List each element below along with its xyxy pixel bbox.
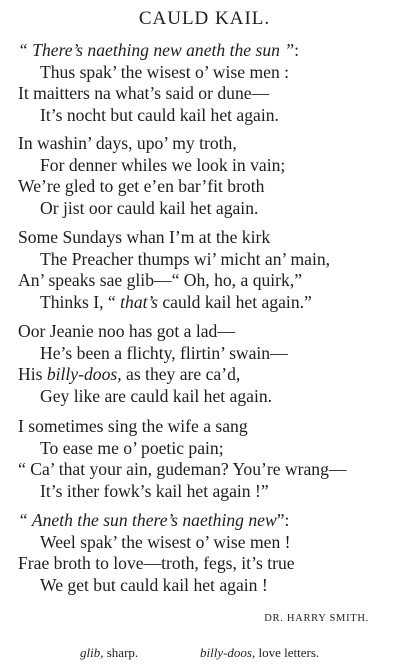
verse-line (0, 227, 409, 249)
verse-text: Some Sundays whan I’m at the kirk (18, 227, 271, 247)
stanza (0, 321, 409, 407)
verse-line (0, 270, 409, 292)
verse-text: Thinks I, “ (40, 291, 121, 312)
verse-text: cauld kail het again.” (157, 291, 312, 312)
verse-text: Thus spak’ the wisest o’ wise men : (40, 61, 290, 82)
verse-text: that’s (120, 291, 158, 312)
verse-line (0, 133, 409, 155)
verse-text: The Preacher thumps wi’ micht an’ main, (40, 248, 331, 269)
verse-text: as they are ca’d, (121, 364, 241, 384)
verse-line (0, 198, 409, 220)
verse-line (0, 343, 409, 365)
verse-line (0, 83, 409, 105)
footnote-glib (80, 645, 138, 661)
stanza (0, 416, 409, 502)
verse-text: ”: (276, 510, 290, 530)
verse-line (0, 416, 409, 438)
footnote-term: glib, (80, 645, 104, 660)
verse-text: “ There’s naething new aneth the sun ” (18, 40, 295, 60)
verse-text: It maitters na what’s said or dune— (18, 83, 270, 103)
verse-line (0, 105, 409, 127)
verse-line (0, 321, 409, 343)
verse-line (0, 364, 409, 386)
verse-text: We’re gled to get e’en bar’fit broth (18, 176, 265, 196)
verse-text: It’s nocht but cauld kail het again. (40, 104, 279, 125)
verse-line (0, 62, 409, 84)
verse-text: It’s ither fowk’s kail het again !” (40, 480, 269, 501)
verse-line (0, 553, 409, 575)
verse-line (0, 176, 409, 198)
verse-line (0, 438, 409, 460)
verse-line (0, 155, 409, 177)
verse-line (0, 292, 409, 314)
verse-text: Weel spak’ the wisest o’ wise men ! (40, 531, 291, 552)
stanza (0, 227, 409, 313)
verse-text: Or jist oor cauld kail het again. (40, 197, 259, 218)
verse-text: Oor Jeanie noo has got a lad— (18, 321, 235, 341)
verse-text: In washin’ days, upo’ my troth, (18, 133, 237, 153)
verse-line (0, 481, 409, 503)
verse-text: “ Ca’ that your ain, gudeman? You’re wrang— (18, 459, 347, 479)
verse-text: billy-doos, (46, 364, 122, 384)
verse-line (0, 249, 409, 271)
verse-text: Gey like are cauld kail het again. (40, 385, 273, 406)
stanza (0, 133, 409, 219)
footnote-term: billy-doos, (200, 645, 256, 660)
verse-line (0, 575, 409, 597)
verse-text: An’ speaks sae glib—“ Oh, ho, a quirk,” (18, 270, 303, 290)
footnote-gloss: love letters. (255, 645, 320, 660)
stanza (0, 510, 409, 596)
verse-text: Frae broth to love—troth, fegs, it’s true (18, 553, 295, 573)
verse-line (0, 40, 409, 62)
author-credit: DR. HARRY SMITH. (264, 613, 369, 624)
verse-text: His (18, 364, 47, 384)
poem-title: CAULD KAIL. (138, 8, 271, 29)
verse-line (0, 532, 409, 554)
verse-line (0, 510, 409, 532)
verse-text: : (294, 40, 300, 60)
verse-text: To ease me o’ poetic pain; (40, 437, 224, 458)
verse-line (0, 386, 409, 408)
footnote-gloss: sharp. (103, 645, 139, 660)
verse-text: “ Aneth the sun there’s naething new (18, 510, 277, 530)
verse-text: He’s been a flichty, flirtin’ swain— (40, 342, 288, 363)
footnote-billy-doos (200, 645, 319, 661)
verse-text: For denner whiles we look in vain; (40, 154, 286, 175)
verse-line (0, 459, 409, 481)
verse-text: I sometimes sing the wife a sang (18, 416, 248, 436)
stanza (0, 40, 409, 126)
verse-text: We get but cauld kail het again ! (40, 574, 268, 595)
